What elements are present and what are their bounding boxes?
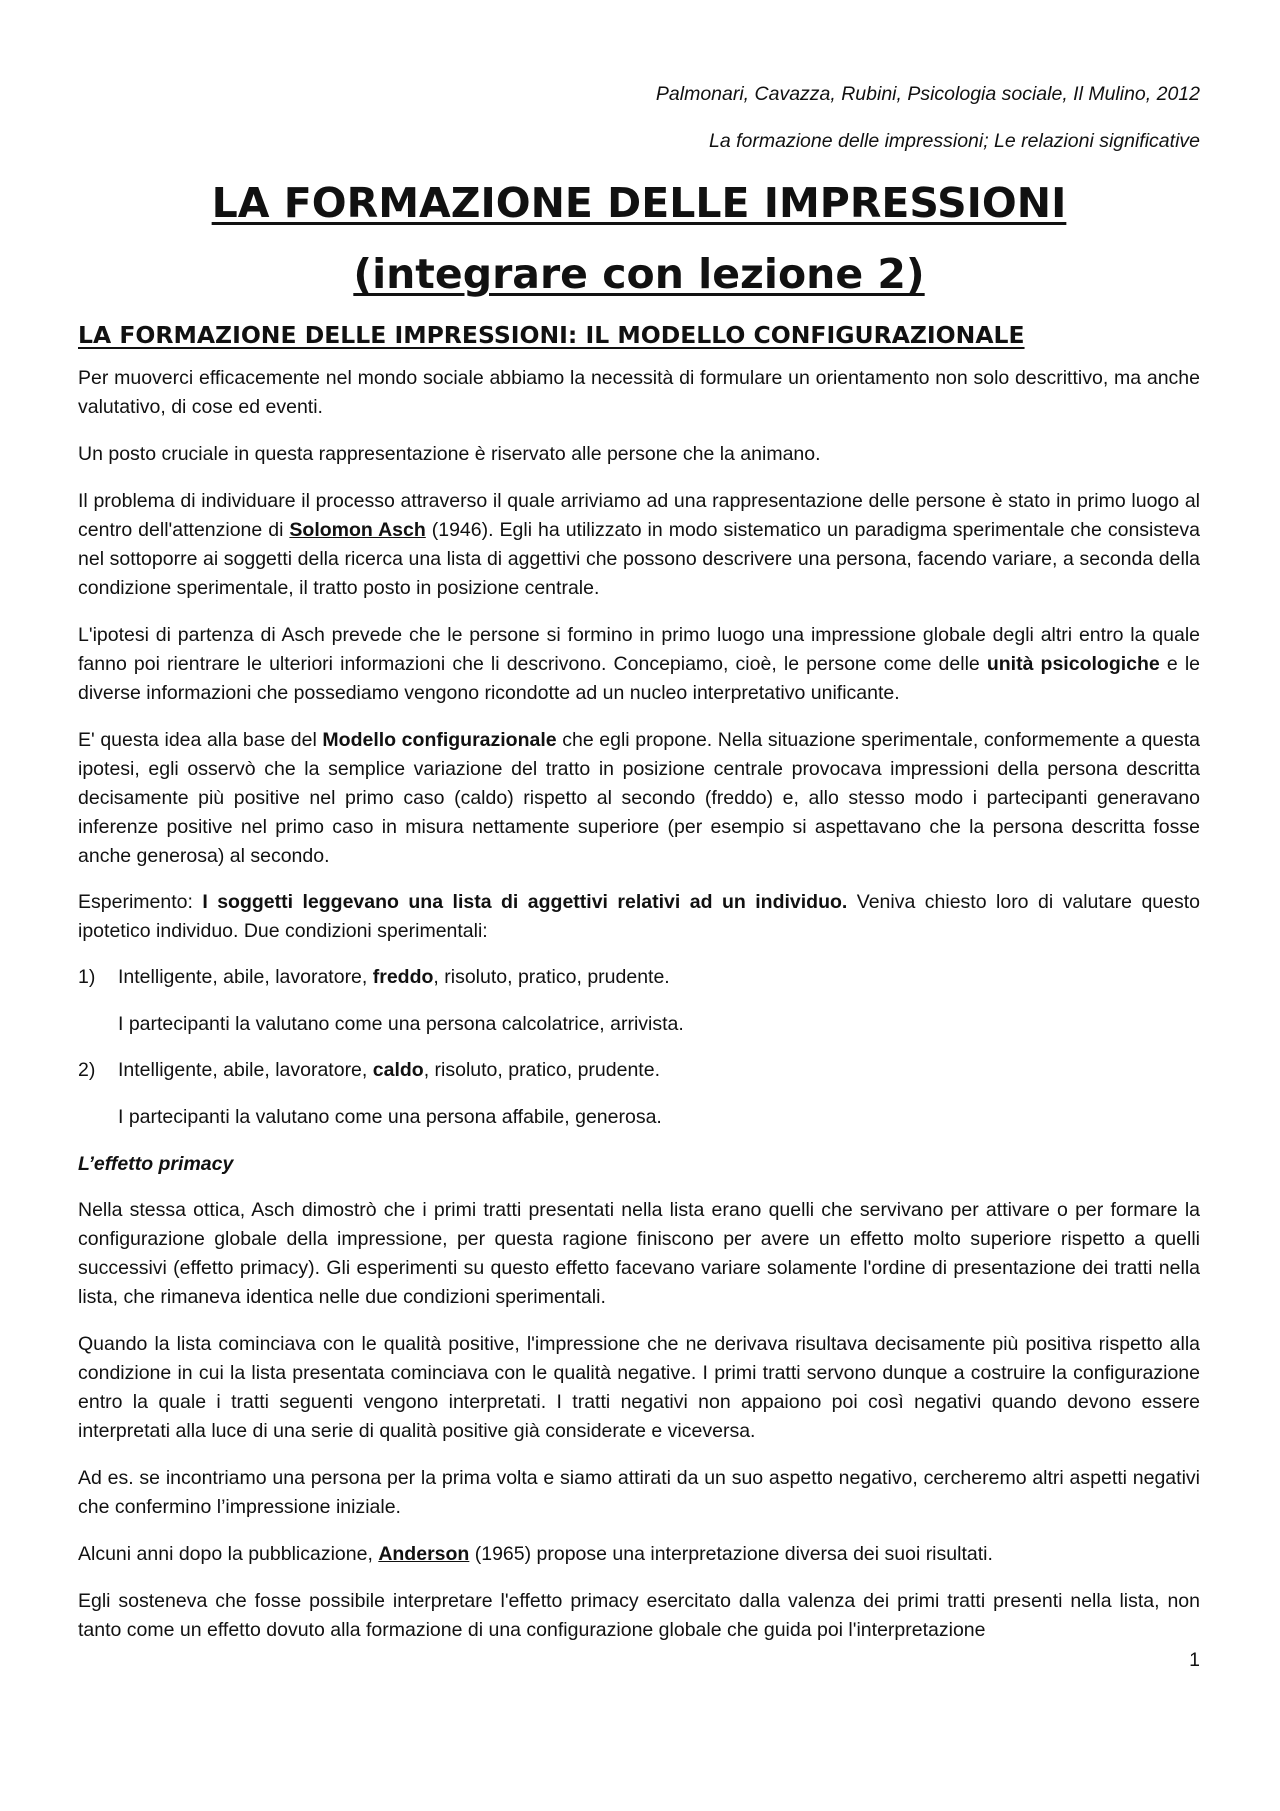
trait-bold: caldo (372, 1059, 424, 1081)
list-result: I partecipanti la valutano come una persona calcolatrice, arrivista. (118, 1013, 684, 1035)
list-text (118, 1056, 660, 1085)
list-number: 1) (78, 966, 96, 988)
list-item (78, 1056, 1200, 1085)
list-item (78, 963, 1200, 992)
paragraph-text: Esperimento: (78, 891, 203, 913)
paragraph-text: Il problema di individuare il processo attraverso il quale arriviamo ad una rappresentazione delle persone è stato in primo luogo al centro dell'attenzione di (78, 490, 1200, 541)
paragraph: Un posto cruciale in questa rappresentazione è riservato alle persone che la animano. (78, 443, 821, 465)
paragraph: Quando la lista cominciava con le qualità positive, l'impressione che ne derivava risultava decisamente più positiva rispetto alla condizione in cui la lista presentata cominciava con le qualità negative. I primi tratti servono dunque a costruire la configurazione entro la quale i tratti seguenti vengono interpretati. I tratti negativi non appaiono poi così negativi quando devono essere interpretati alla luce di una serie di qualità positive già considerate e viceversa. (78, 1333, 1200, 1442)
paragraph-text: (1946). Egli ha utilizzato in modo sistematico un paradigma sperimentale che consisteva nel sottoporre ai soggetti della ricerca una lista di aggettivi che possono descrivere una persona, facendo variare, a seconda della condizione sperimentale, il tratto posto in posizione centrale. (78, 519, 1200, 599)
paragraph-text: che egli propone. Nella situazione sperimentale, conformemente a questa ipotesi, egli osservò che la semplice variazione del tratto in posizione centrale provocava impressioni della persona descritta decisamente più positive nel primo caso (caldo) rispetto al secondo (freddo) e, allo stesso modo i partecipanti generavano inferenze positive nel primo caso in misura nettamente superiore (per esempio si aspettavano che la persona descritta fosse anche generosa) al secondo. (78, 729, 1200, 867)
paragraph (78, 621, 1200, 708)
header-chapters: La formazione delle impressioni; Le relazioni significative (709, 130, 1200, 152)
page-subtitle: (integrare con lezione 2) (353, 250, 925, 298)
paragraph: Per muoverci efficacemente nel mondo sociale abbiamo la necessità di formulare un orientamento non solo descrittivo, ma anche valutativo, di cose ed eventi. (78, 367, 1200, 418)
list-result: I partecipanti la valutano come una persona affabile, generosa. (118, 1106, 662, 1128)
bold-term: I soggetti leggevano una lista di aggettivi relativi ad un individuo. (202, 891, 848, 913)
bold-term: unità psicologiche (986, 653, 1160, 675)
paragraph-text: e le diverse informazioni che possediamo vengono ricondotte ad un nucleo interpretativo unificante. (78, 653, 1201, 704)
paragraph (78, 888, 1200, 946)
paragraph (78, 1540, 1200, 1569)
author-name-asch: Solomon Asch (289, 519, 426, 541)
list-text-part: , risoluto, pratico, prudente. (433, 966, 670, 988)
list-text (118, 963, 670, 992)
section-heading: LA FORMAZIONE DELLE IMPRESSIONI: IL MODELLO CONFIGURAZIONALE (78, 321, 1025, 349)
list-text-part: , risoluto, pratico, prudente. (423, 1059, 660, 1081)
subsection-heading: L’effetto primacy (78, 1153, 234, 1175)
page-number: 1 (1189, 1649, 1200, 1671)
paragraph-text: (1965) propose una interpretazione diversa dei suoi risultati. (469, 1543, 993, 1565)
list-text-part: Intelligente, abile, lavoratore, (118, 1059, 373, 1081)
paragraph-text: Veniva chiesto loro di valutare questo ipotetico individuo. Due condizioni sperimentali: (78, 891, 1200, 942)
document-page (78, 0, 1200, 1645)
paragraph (78, 487, 1200, 603)
bold-term: Modello configurazionale (322, 729, 557, 751)
paragraph: Nella stessa ottica, Asch dimostrò che i primi tratti presentati nella lista erano quelli che servivano per attivare o per formare la configurazione globale della impressione, per questa ragione finiscono per avere un effetto molto superiore rispetto a quelli successivi (effetto primacy). Gli esperimenti su questo effetto facevano variare solamente l'ordine di presentazione dei tratti nella lista, che rimaneva identica nelle due condizioni sperimentali. (78, 1199, 1200, 1308)
header-citation: Palmonari, Cavazza, Rubini, Psicologia sociale, Il Mulino, 2012 (655, 83, 1200, 105)
trait-bold: freddo (372, 966, 434, 988)
list-number: 2) (78, 1059, 96, 1081)
paragraph-text: Alcuni anni dopo la pubblicazione, (78, 1543, 379, 1565)
paragraph: Ad es. se incontriamo una persona per la prima volta e siamo attirati da un suo aspetto negativo, cercheremo altri aspetti negativi che confermino l’impressione iniziale. (78, 1467, 1200, 1518)
paragraph-text: L'ipotesi di partenza di Asch prevede che le persone si formino in primo luogo una impressione globale degli altri entro la quale fanno poi rientrare le ulteriori informazioni che li descrivono. Concepiamo, cioè, le persone come delle (78, 624, 1200, 675)
paragraph (78, 726, 1200, 871)
paragraph-text: E' questa idea alla base del (78, 729, 323, 751)
page-title: LA FORMAZIONE DELLE IMPRESSIONI (211, 179, 1067, 227)
author-name-anderson: Anderson (378, 1543, 470, 1565)
paragraph: Egli sosteneva che fosse possibile interpretare l'effetto primacy esercitato dalla valenza dei primi tratti presenti nella lista, non tanto come un effetto dovuto alla formazione di una configurazione globale che guida poi l'interpretazione (78, 1590, 1200, 1641)
list-text-part: Intelligente, abile, lavoratore, (118, 966, 373, 988)
